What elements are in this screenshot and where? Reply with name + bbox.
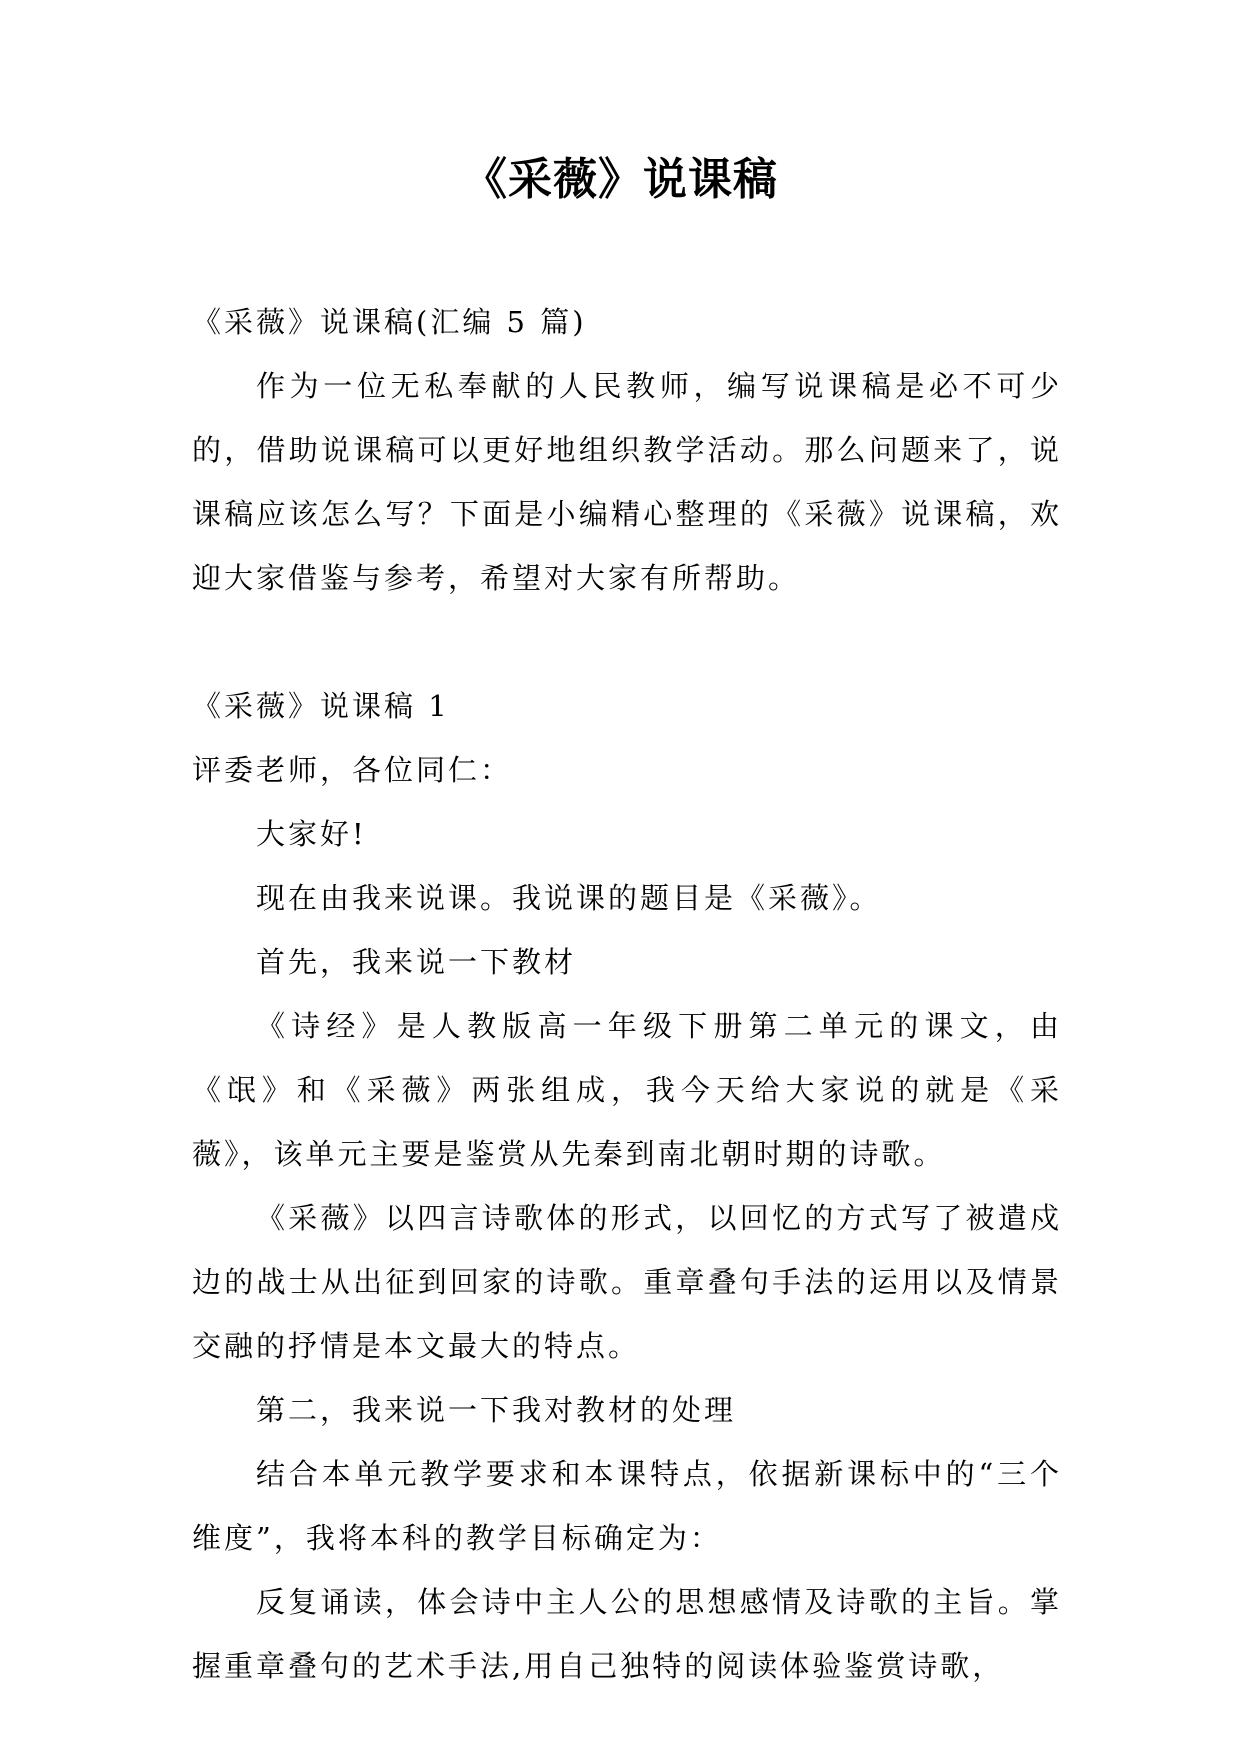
body-paragraph: 大家好! (256, 817, 367, 851)
body-paragraph: 结合本单元教学要求和本课特点，依据新课标中的“三个维度”，我将本科的教学目标确定为： (192, 1457, 1062, 1555)
body-paragraph: 《诗经》是人教版高一年级下册第二单元的课文，由《氓》和《采薇》两张组成，我今天给大家说的就是《采薇》，该单元主要是鉴赏从先秦到南北朝时期的诗歌。 (192, 1009, 1062, 1171)
body-paragraph: 第二，我来说一下我对教材的处理 (256, 1393, 737, 1427)
document-body (192, 290, 1062, 1698)
document-title: 《采薇》说课稿 (463, 154, 778, 205)
section-spacer (192, 610, 1062, 674)
body-paragraph: 现在由我来说课。我说课的题目是《采薇》。 (256, 881, 882, 915)
body-paragraph: 反复诵读，体会诗中主人公的思想感情及诗歌的主旨。掌握重章叠句的艺术手法,用自己独特的阅读体验鉴赏诗歌， (192, 1585, 1062, 1683)
intro-paragraph: 作为一位无私奉献的人民教师，编写说课稿是必不可少的，借助说课稿可以更好地组织教学活动。那么问题来了，说课稿应该怎么写？下面是小编精心整理的《采薇》说课稿，欢迎大家借鉴与参考，希望对大家有所帮助。 (192, 369, 1062, 595)
document-subtitle: 《采薇》说课稿(汇编 5 篇) (192, 305, 587, 339)
section-heading: 《采薇》说课稿 1 (192, 689, 450, 723)
body-paragraph: 首先，我来说一下教材 (256, 945, 577, 979)
salutation: 评委老师，各位同仁： (192, 753, 513, 787)
body-paragraph: 《采薇》以四言诗歌体的形式，以回忆的方式写了被遣戍边的战士从出征到回家的诗歌。重章叠句手法的运用以及情景交融的抒情是本文最大的特点。 (192, 1201, 1062, 1363)
